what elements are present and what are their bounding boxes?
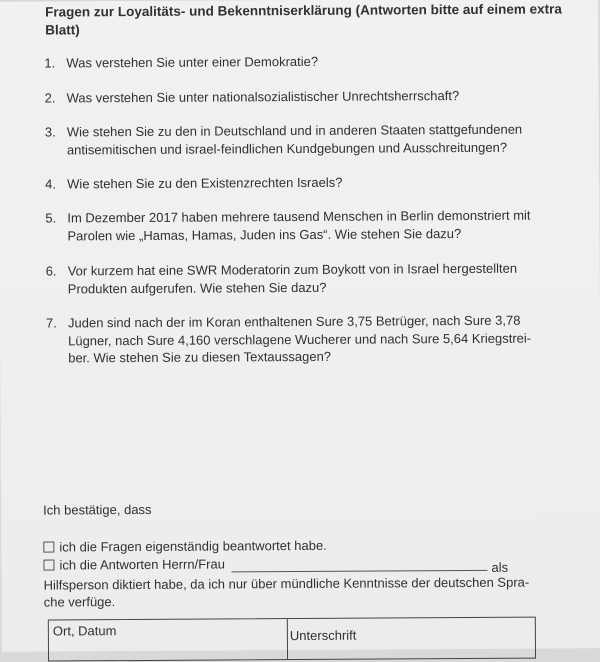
question-number: 3. (44, 124, 56, 140)
heading-line-1: Fragen zur Loyalitäts- und Bekenntniserklärung (Antworten bitte auf einem extra (45, 1, 562, 20)
option-dictated[interactable] (43, 555, 225, 573)
question-text: Parolen wie „Hamas, Hamas, Juden ins Gas“. Wie stehen Sie dazu? (67, 225, 462, 243)
checkbox-icon[interactable] (43, 542, 54, 553)
option-label: ich die Fragen eigenständig beantwortet habe. (59, 537, 327, 555)
question-number: 6. (45, 263, 57, 279)
place-date-field[interactable] (49, 619, 288, 660)
question-text: antisemitischen und israel-feindlichen Kundgebungen und Ausschreitungen? (66, 139, 508, 157)
question-number: 4. (45, 176, 57, 192)
helper-name-line[interactable] (232, 570, 488, 573)
question-text: Vor kurzem hat eine SWR Moderatorin zum Boykott von in Israel hergestellten (67, 260, 518, 279)
option-self-answered[interactable] (43, 537, 327, 556)
question-text: Produkten aufgerufen. Wie stehen Sie dazu? (67, 279, 327, 296)
question-text: Lügner, nach Sure 4,160 verschlagene Wucherer und nach Sure 5,64 Kriegstrei- (68, 330, 532, 348)
question-item (0, 172, 599, 192)
question-number: 1. (44, 55, 56, 71)
question-text: ber. Wie stehen Sie zu diesen Textaussagen? (68, 348, 332, 366)
question-text: Wie stehen Sie zu den in Deutschland und in anderen Staaten stattgefundenen (66, 121, 523, 140)
signature-label: Unterschrift (289, 627, 357, 644)
question-item (0, 86, 599, 106)
document-heading (45, 0, 565, 39)
signature-field[interactable] (288, 618, 535, 660)
question-text: Juden sind nach der im Koran enthaltenen Sure 3,75 Betrüger, nach Sure 3,78 (67, 312, 521, 331)
question-text: Wie stehen Sie zu den Existenzrechten Israels? (67, 174, 343, 192)
option-continuation: Hilfsperson diktiert habe, da ich nur über mündliche Kenntnisse der deutschen Spra- (43, 574, 530, 593)
signature-table (48, 617, 536, 662)
question-number: 7. (45, 315, 57, 331)
place-date-label: Ort, Datum (52, 623, 117, 639)
question-text: Was verstehen Sie unter einer Demokratie? (66, 53, 319, 71)
option-label: ich die Antworten Herrn/Frau (59, 556, 225, 573)
question-number: 2. (44, 90, 56, 106)
question-number: 5. (45, 210, 57, 226)
question-text: Im Dezember 2017 haben mehrere tausend Menschen in Berlin demonstriert mit (67, 207, 531, 226)
question-item (0, 311, 600, 366)
question-item (0, 51, 598, 71)
question-item (0, 206, 599, 243)
question-text: Was verstehen Sie unter nationalsozialistischer Unrechtsherrschaft? (66, 88, 460, 106)
als-label: als (491, 559, 509, 575)
confirmation-intro: Ich bestätige, dass (43, 501, 152, 518)
heading-line-2: Blatt) (45, 22, 80, 38)
option-continuation: che verfüge. (43, 594, 116, 610)
checkbox-icon[interactable] (43, 560, 54, 571)
question-item (0, 120, 599, 157)
question-item (0, 259, 600, 296)
